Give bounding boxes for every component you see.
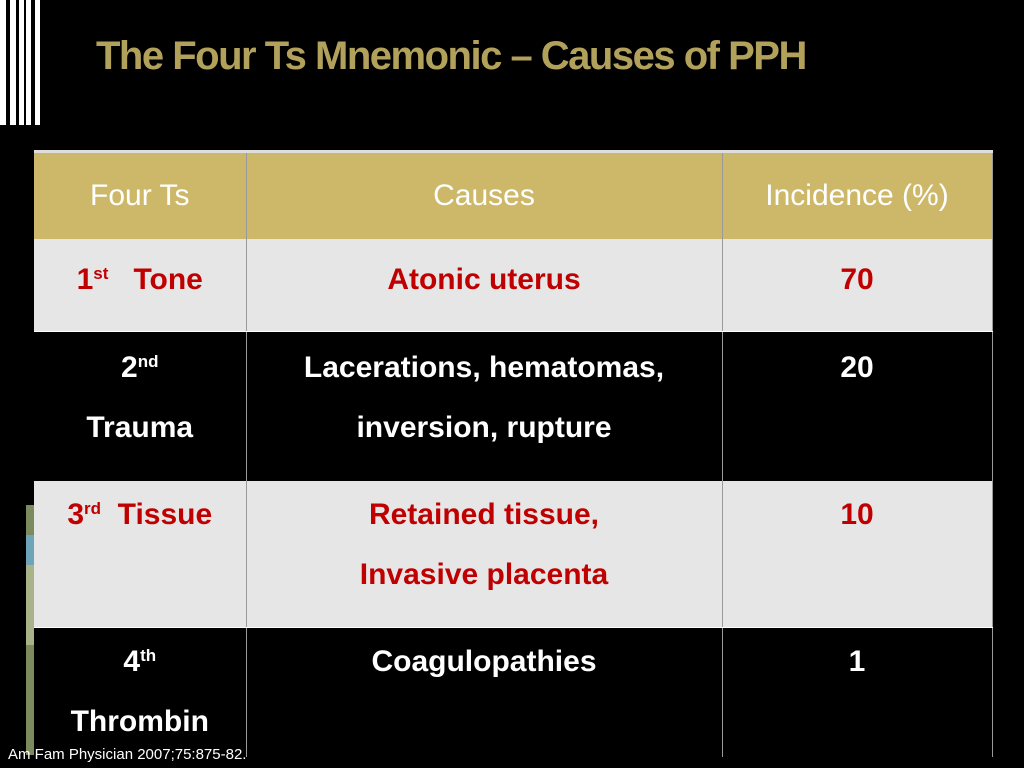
incidence-cell: 70 <box>722 239 992 331</box>
four-ts-table <box>34 150 993 757</box>
table-header-row <box>34 152 992 240</box>
ordinal-suffix: st <box>93 264 109 283</box>
cause-text: Atonic uterus <box>387 263 581 296</box>
ordinal: 1 <box>76 263 94 296</box>
cause-text: inversion, rupture <box>356 410 612 444</box>
cause-text: Coagulopathies <box>371 644 597 678</box>
four-ts-cell <box>34 239 246 331</box>
ordinal: 3 <box>67 498 84 531</box>
citation: Am Fam Physician 2007;75:875-82. <box>8 746 247 763</box>
table-row <box>34 239 992 331</box>
ordinal: 4 <box>123 644 141 678</box>
cause-cell <box>246 239 722 331</box>
cause-text: Retained tissue, <box>368 498 600 531</box>
header-causes: Causes <box>246 152 722 240</box>
ordinal-suffix: th <box>140 645 157 665</box>
t-name: Thrombin <box>70 704 209 738</box>
t-name: Trauma <box>86 410 194 444</box>
four-ts-cell <box>34 627 246 757</box>
decorative-stripes <box>0 0 42 125</box>
table-row <box>34 627 992 757</box>
incidence-cell: 10 <box>722 481 992 627</box>
t-name: Tone <box>133 263 203 296</box>
four-ts-cell <box>34 481 246 627</box>
header-incidence: Incidence (%) <box>722 152 992 240</box>
cause-text: Invasive placenta <box>359 558 609 591</box>
incidence-cell: 20 <box>722 331 992 481</box>
cause-cell <box>246 331 722 481</box>
table-row <box>34 331 992 481</box>
table-row <box>34 481 992 627</box>
t-name: Tissue <box>117 498 213 531</box>
cause-text: Lacerations, hematomas, <box>303 350 665 384</box>
ordinal-suffix: nd <box>137 351 159 371</box>
ordinal: 2 <box>121 350 138 384</box>
cause-cell <box>246 627 722 757</box>
four-ts-cell <box>34 331 246 481</box>
slide-title: The Four Ts Mnemonic – Causes of PPH <box>96 34 806 78</box>
header-four-ts: Four Ts <box>34 152 246 240</box>
ordinal-suffix: rd <box>84 499 101 518</box>
incidence-cell: 1 <box>722 627 992 757</box>
cause-cell <box>246 481 722 627</box>
